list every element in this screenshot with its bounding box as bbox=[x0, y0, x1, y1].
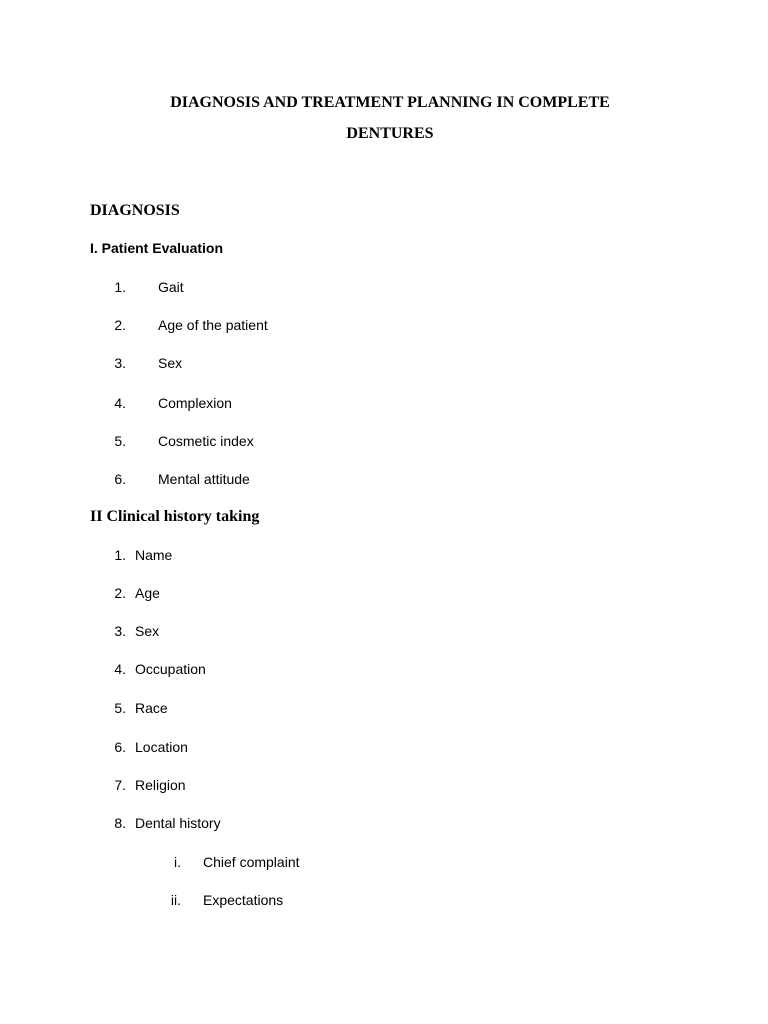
list-item-text: Race bbox=[135, 700, 168, 716]
list-item-number: 7. bbox=[114, 777, 126, 793]
list-item-number: 6. bbox=[114, 471, 126, 487]
sub-list-item-number: i. bbox=[174, 854, 181, 870]
list-item-text: Dental history bbox=[135, 815, 221, 831]
list-item-number: 3. bbox=[114, 623, 126, 639]
list-item-text: Occupation bbox=[135, 661, 206, 677]
list-item-text: Location bbox=[135, 739, 188, 755]
list-item-number: 5. bbox=[114, 433, 126, 449]
list-item-text: Mental attitude bbox=[158, 471, 250, 487]
sub-list-item-number: ii. bbox=[170, 892, 181, 908]
list-item-number: 1. bbox=[114, 547, 126, 563]
list-item-text: Sex bbox=[135, 623, 160, 639]
document-title-line-1: DIAGNOSIS AND TREATMENT PLANNING IN COMPLETE bbox=[170, 94, 610, 111]
document-title-line-2: DENTURES bbox=[346, 125, 434, 142]
list-item-number: 1. bbox=[114, 279, 126, 295]
list-item-number: 2. bbox=[114, 585, 126, 601]
list-item-number: 5. bbox=[114, 700, 126, 716]
list-item-number: 8. bbox=[114, 815, 126, 831]
sub-list-item-text: Chief complaint bbox=[203, 854, 300, 870]
list-item-number: 3. bbox=[114, 355, 126, 371]
list-item-text: Sex bbox=[158, 355, 183, 371]
list-item-number: 4. bbox=[114, 395, 126, 411]
subsection-heading-clinical-history: II Clinical history taking bbox=[90, 508, 260, 525]
list-item-text: Age of the patient bbox=[158, 317, 268, 333]
list-item-number: 4. bbox=[114, 661, 126, 677]
list-item-text: Gait bbox=[158, 279, 184, 295]
list-item-number: 2. bbox=[114, 317, 126, 333]
sub-list-item-text: Expectations bbox=[203, 892, 284, 908]
list-item-text: Cosmetic index bbox=[158, 433, 254, 449]
list-item-text: Name bbox=[135, 547, 173, 563]
list-item-number: 6. bbox=[114, 739, 126, 755]
list-item-text: Complexion bbox=[158, 395, 232, 411]
list-item-text: Religion bbox=[135, 777, 186, 793]
list-item-text: Age bbox=[135, 585, 160, 601]
subsection-heading-patient-evaluation: I. Patient Evaluation bbox=[90, 240, 224, 256]
section-heading-diagnosis: DIAGNOSIS bbox=[90, 202, 180, 219]
